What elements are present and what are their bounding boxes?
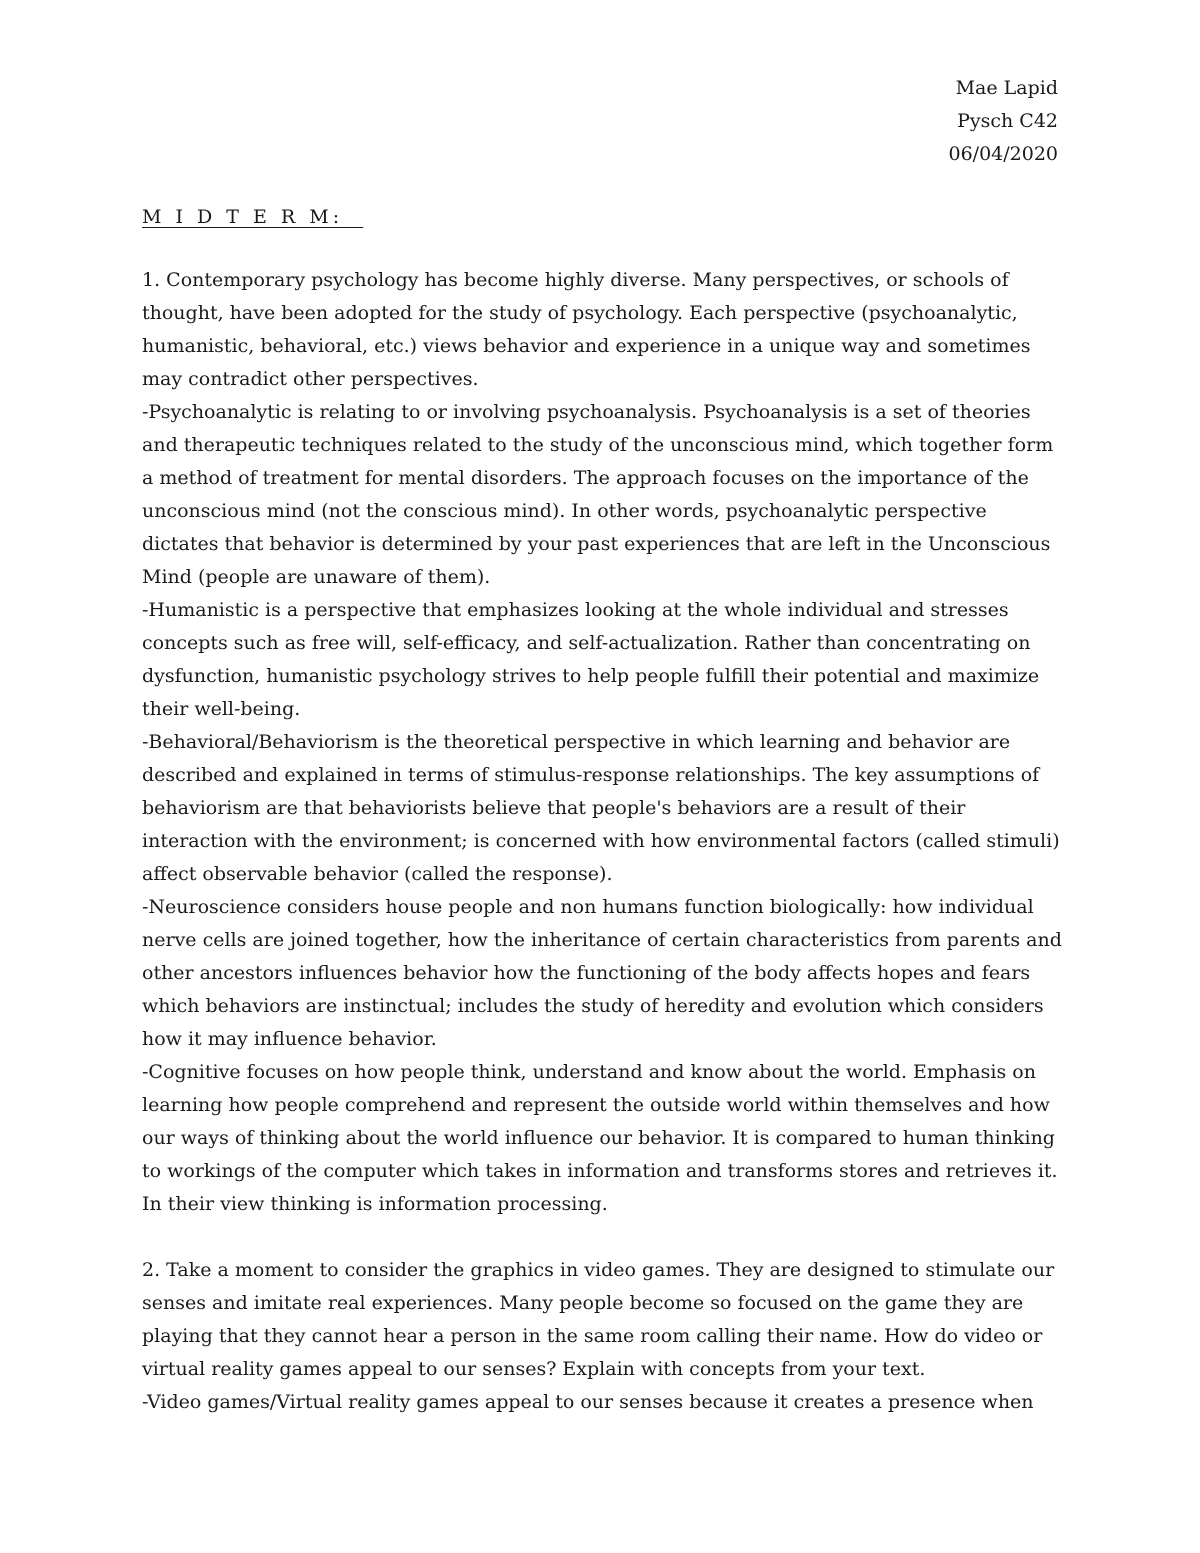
paragraph-gap	[142, 1221, 1072, 1254]
text-line: Mind (people are unaware of them).	[142, 566, 491, 588]
text-line: 2. Take a moment to consider the graphics in video games. They are designed to stimulate our	[142, 1259, 1055, 1281]
text-line: other ancestors influences behavior how the functioning of the body affects hopes and fears	[142, 962, 1031, 984]
text-line: learning how people comprehend and represent the outside world within themselves and how	[142, 1094, 1050, 1116]
question-1-section	[142, 264, 1072, 1221]
text-line: and therapeutic techniques related to the study of the unconscious mind, which together form	[142, 434, 1054, 456]
text-line: -Psychoanalytic is relating to or involving psychoanalysis. Psychoanalysis is a set of theories	[142, 401, 1031, 423]
text-line: behaviorism are that behaviorists believe that people's behaviors are a result of their	[142, 797, 966, 819]
text-line: our ways of thinking about the world influence our behavior. It is compared to human thinking	[142, 1127, 1055, 1149]
text-line: virtual reality games appeal to our senses? Explain with concepts from your text.	[142, 1358, 926, 1380]
document-body	[142, 264, 1072, 1419]
text-line: playing that they cannot hear a person in the same room calling their name. How do video or	[142, 1325, 1043, 1347]
text-line: dictates that behavior is determined by your past experiences that are left in the Unconscious	[142, 533, 1051, 555]
text-line: dysfunction, humanistic psychology strives to help people fulfill their potential and maximize	[142, 665, 1040, 687]
text-line: a method of treatment for mental disorders. The approach focuses on the importance of the	[142, 467, 1029, 489]
document-title: M I D T E R M:	[142, 206, 364, 228]
author-header	[948, 72, 1058, 171]
text-line: -Humanistic is a perspective that emphasizes looking at the whole individual and stresses	[142, 599, 1009, 621]
text-line: described and explained in terms of stimulus-response relationships. The key assumptions of	[142, 764, 1040, 786]
text-line: -Behavioral/Behaviorism is the theoretical perspective in which learning and behavior are	[142, 731, 1011, 753]
text-line: to workings of the computer which takes in information and transforms stores and retrieves it.	[142, 1160, 1058, 1182]
text-line: interaction with the environment; is concerned with how environmental factors (called stimuli)	[142, 830, 1060, 852]
text-line: -Cognitive focuses on how people think, understand and know about the world. Emphasis on	[142, 1061, 1036, 1083]
submission-date: 06/04/2020	[948, 143, 1058, 165]
text-line: may contradict other perspectives.	[142, 368, 479, 390]
text-line: affect observable behavior (called the response).	[142, 863, 613, 885]
text-line: -Neuroscience considers house people and non humans function biologically: how individual	[142, 896, 1034, 918]
author-name: Mae Lapid	[955, 77, 1058, 99]
text-line: which behaviors are instinctual; includes the study of heredity and evolution which considers	[142, 995, 1044, 1017]
text-line: nerve cells are joined together, how the inheritance of certain characteristics from parents and	[142, 929, 1062, 951]
text-line: thought, have been adopted for the study of psychology. Each perspective (psychoanalytic,	[142, 302, 1018, 324]
text-line: -Video games/Virtual reality games appeal to our senses because it creates a presence when	[142, 1391, 1034, 1413]
text-line: humanistic, behavioral, etc.) views behavior and experience in a unique way and sometimes	[142, 335, 1031, 357]
question-2-section	[142, 1254, 1072, 1419]
text-line: how it may influence behavior.	[142, 1028, 437, 1050]
text-line: senses and imitate real experiences. Many people become so focused on the game they are	[142, 1292, 1024, 1314]
text-line: 1. Contemporary psychology has become highly diverse. Many perspectives, or schools of	[142, 269, 1009, 291]
text-line: concepts such as free will, self-efficacy, and self-actualization. Rather than concentrating on	[142, 632, 1031, 654]
text-line: unconscious mind (not the conscious mind). In other words, psychoanalytic perspective	[142, 500, 987, 522]
text-line: In their view thinking is information processing.	[142, 1193, 608, 1215]
course-code: Pysch C42	[957, 110, 1058, 132]
text-line: their well-being.	[142, 698, 301, 720]
